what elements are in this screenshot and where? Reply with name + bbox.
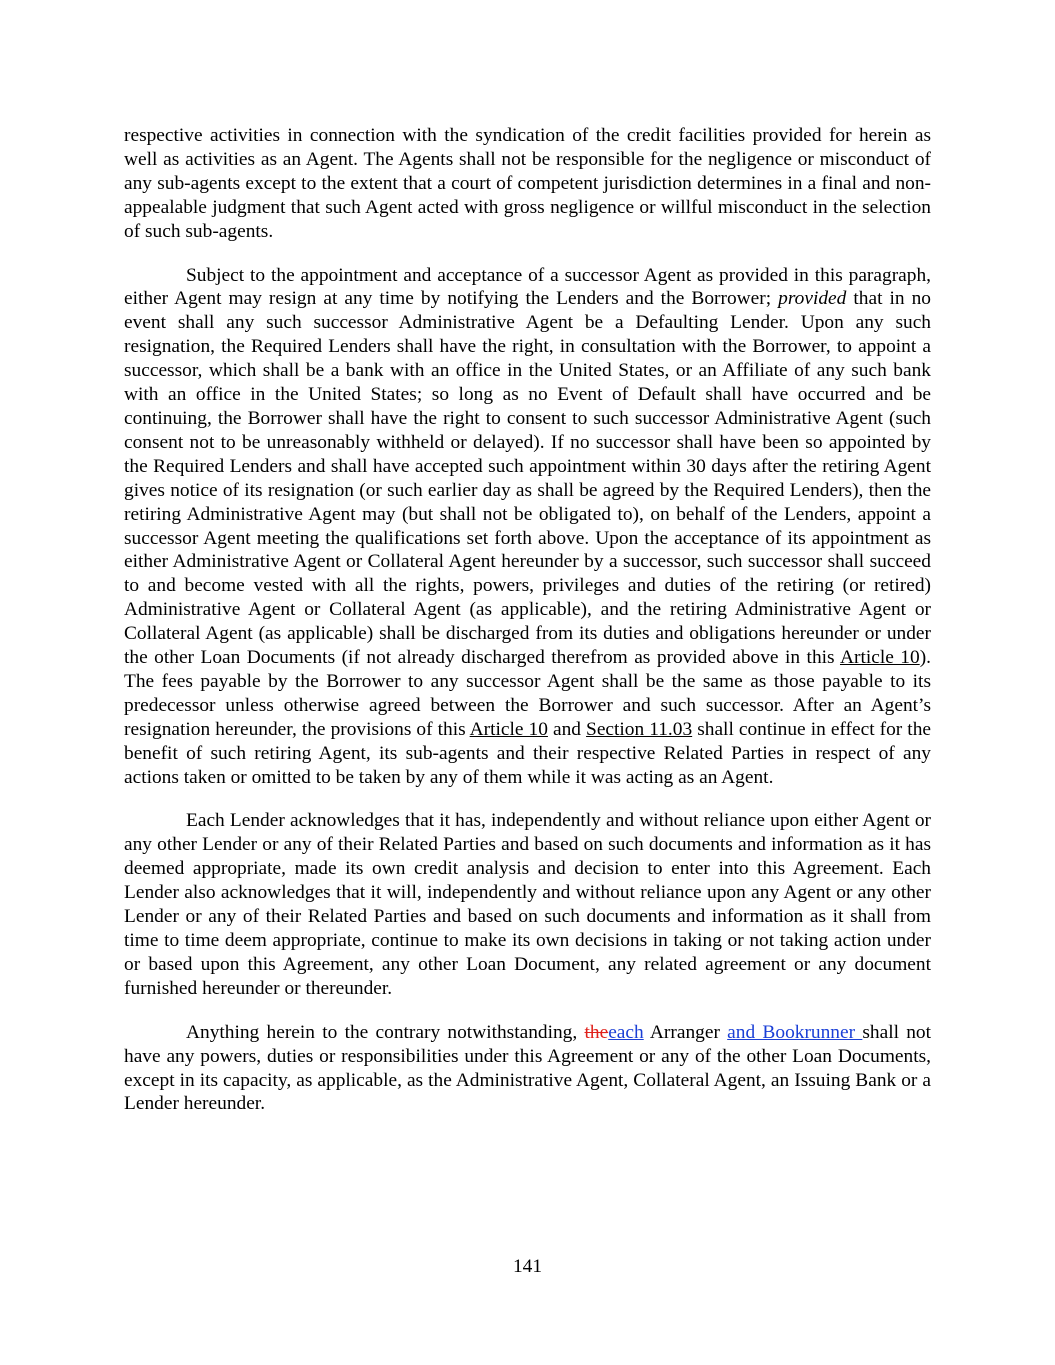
- paragraph-2-text-b: that in no event shall any such successor Administrative Agent be a Defaulting Lender. Upon any such resignation, the Required Lenders shall have the right, in consultation with the Borrower, to appoint a successor, which shall be a bank with an office in the United States, or an Affiliate of any such bank with an office in the United States; so long as no Event of Default shall have occurred and be continuing, the Borrower shall have the right to consent to such successor Administrative Agent (such consent not to be unreasonably withheld or delayed). If no successor shall have been so appointed by the Required Lenders and shall have accepted such appointment within 30 days after the retiring Agent gives notice of its resignation (or such earlier day as shall be agreed by the Required Lenders), then the retiring Administrative Agent may (but shall not be obligated to), on behalf of the Lenders, appoint a successor Agent meeting the qualifications set forth above. Upon the acceptance of its appointment as either Administrative Agent or Collateral Agent hereunder by a successor, such successor shall succeed to and become vested with all the rights, powers, privileges and duties of the retiring (or retired) Administrative Agent or Collateral Agent (as applicable), and the retiring Administrative Agent or Collateral Agent (as applicable) shall be discharged from its duties and obligations hereunder or under the other Loan Documents (if not already discharged therefrom as provided above in this: [124, 288, 932, 669]
- article-10-reference: Article 10: [839, 647, 920, 669]
- paragraph-4: [124, 1021, 931, 1117]
- paragraph-3-text: Each Lender acknowledges that it has, independently and without reliance upon either Agent or any other Lender or any of their Related Parties and based on such documents and information as it has deemed appropriate, made its own credit analysis and decision to enter into this Agreement. Each Lender also acknowledges that it will, independently and without reliance upon any Agent or any other Lender or any of their Related Parties and based on such documents and information as it shall from time to time deem appropriate, continue to make its own decisions in taking or not taking action under or based upon this Agreement, any other Loan Document, any related agreement or any document furnished hereunder or thereunder.: [124, 810, 931, 999]
- provided-emphasis: provided: [778, 288, 847, 310]
- paragraph-4-text-b: Arranger: [643, 1021, 728, 1043]
- paragraph-1-text: respective activities in connection with the syndication of the credit facilities provided for herein as well as activities as an Agent. The Agents shall not be responsible for the negligence or misconduct of any sub-agents except to the extent that a court of competent jurisdiction determines in a final and non-appealable judgment that such Agent acted with gross negligence or willful misconduct in the selection of such sub-agents.: [124, 125, 931, 242]
- section-11-03-reference: Section 11.03: [586, 718, 693, 740]
- inserted-text-each: each: [608, 1021, 644, 1043]
- paragraph-2: [124, 264, 931, 790]
- paragraph-4-text-a: Anything herein to the contrary notwithstanding,: [186, 1021, 585, 1043]
- deleted-text-the: the: [584, 1021, 609, 1043]
- paragraph-1: [124, 124, 931, 244]
- paragraph-2-text-a: Subject to the appointment and acceptance of a successor Agent as provided in this paragraph, either Agent may resign at any time by notifying the Lenders and the Borrower;: [124, 264, 931, 310]
- paragraph-2-text-e: shall continue in effect for the benefit of such retiring Agent, its sub-agents and their respective Related Parties in respect of any actions taken or omitted to be taken by any of them while it was acting as an Agent.: [124, 718, 931, 788]
- paragraph-3: [124, 809, 931, 1000]
- document-body: [124, 124, 931, 1136]
- inserted-text-and-bookrunner: and Bookrunner: [727, 1021, 863, 1043]
- article-10-reference-2: Article 10: [469, 718, 548, 740]
- paragraph-2-text-c: ). The fees payable by the Borrower to any successor Agent shall be the same as those payable to its predecessor unless otherwise agreed between the Borrower and such successor. After an Agent’s resignation hereunder, the provisions of this: [124, 647, 931, 740]
- paragraph-2-text-d: and: [547, 718, 587, 740]
- page-number: 141: [512, 1256, 543, 1277]
- paragraph-4-text-c: shall not have any powers, duties or responsibilities under this Agreement or any of the other Loan Documents, except in its capacity, as applicable, as the Administrative Agent, Collateral Agent, an Issuing Bank or a Lender hereunder.: [124, 1021, 932, 1115]
